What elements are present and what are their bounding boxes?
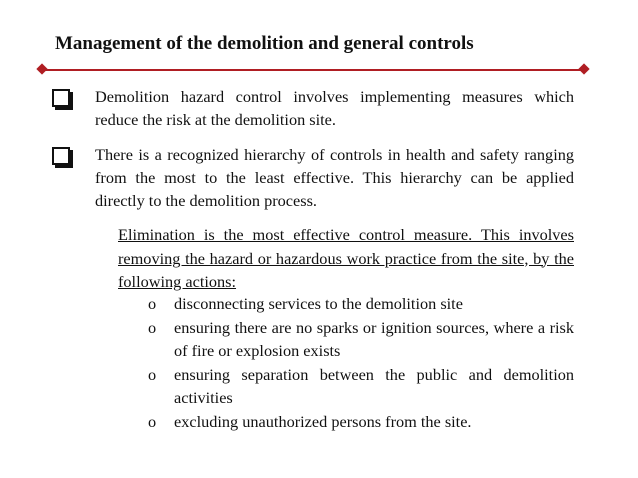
circle-bullet-marker: o	[148, 317, 157, 337]
action-list	[148, 292, 574, 433]
circle-bullet-marker: o	[148, 411, 157, 431]
bullet-item	[52, 85, 574, 131]
list-item	[148, 292, 574, 316]
action-text: disconnecting services to the demolition site	[174, 294, 463, 313]
bullet-text: There is a recognized hierarchy of controls in health and safety ranging from the most to the least effective. This hierarchy can be applied directly to the demolition process.	[95, 145, 574, 210]
slide-title: Management of the demolition and general controls	[55, 33, 474, 54]
action-text: ensuring there are no sparks or ignition sources, where a risk of fire or explosion exists	[174, 317, 574, 360]
title-divider	[42, 69, 584, 71]
circle-bullet-marker: o	[148, 364, 157, 384]
bullet-text: Demolition hazard control involves implementing measures which reduce the risk at the demolition site.	[95, 87, 574, 129]
bullet-item	[52, 143, 574, 212]
elimination-paragraph: Elimination is the most effective control measure. This involves removing the hazard or hazardous work practice from the site, by the following actions:	[118, 225, 574, 291]
list-item	[148, 316, 574, 363]
title-rule-right-diamond	[578, 63, 589, 74]
action-text: ensuring separation between the public and demolition activities	[174, 364, 574, 407]
checkbox-square-icon	[52, 147, 70, 165]
list-item	[148, 410, 574, 434]
circle-bullet-marker: o	[148, 294, 157, 313]
checkbox-square-icon	[52, 89, 70, 107]
action-text: excluding unauthorized persons from the site.	[174, 411, 472, 431]
list-item	[148, 363, 574, 410]
